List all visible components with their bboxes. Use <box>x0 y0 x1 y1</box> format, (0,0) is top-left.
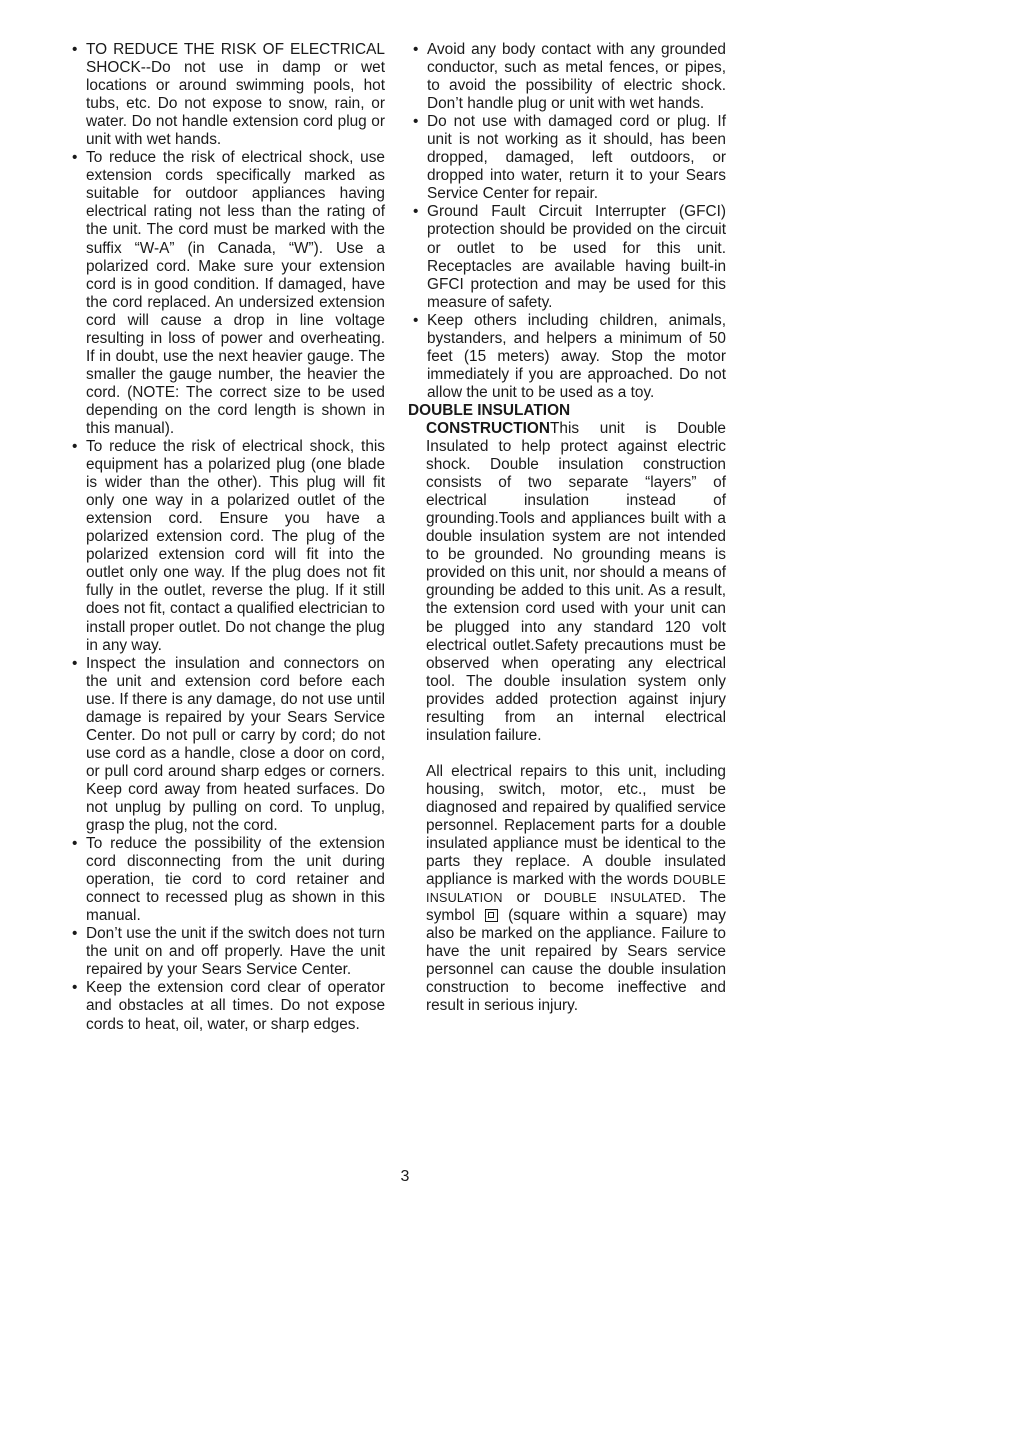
section-heading-double-insulation: DOUBLE INSULATION <box>408 401 571 419</box>
term-double-insulated: DOUBLE INSULATED <box>543 891 682 906</box>
left-column <box>67 41 385 1034</box>
bullet-polarized-plug: • To reduce the risk of electrical shock, this equipment has a polarized plug (one blade is wider than the other). This plug will fit only one way in a polarized outlet of the extension cord. Ensure you have a polarized extension cord. The plug of the polarized extension cord will fit into the outlet only one way. If the plug does not fit fully in the outlet, reverse the plug. If it still does not fit, contact a qualified electrician to install proper outlet. Do not change the plug in any way. <box>67 438 385 655</box>
section-runin-construction: CONSTRUCTION <box>426 419 550 437</box>
repairs-text-or: or <box>516 889 531 907</box>
page-number: 3 <box>400 1168 410 1185</box>
bullet-gfci: • Ground Fault Circuit Interrupter (GFCI) protection should be provided on the circuit or outlet to be used for this unit. Receptacles are available having built-in GFCI protection and may be used for this measure of safety. <box>408 203 726 311</box>
bullet-electrical-shock-wet: • TO REDUCE THE RISK OF ELECTRICAL SHOCK--Do not use in damp or wet locations or around swimming pools, hot tubs, etc. Do not expose to snow, rain, or water. Do not handle extension cord plug or unit with wet hands. <box>67 41 385 149</box>
bullet-extension-cord-rating: • To reduce the risk of electrical shock, use extension cords specifically marked as suitable for outdoor appliances having electrical rating not less than the rating of the unit. The cord must be marked with the suffix “W-A” (in Canada, “W”). Use a polarized cord. Make sure your extension cord is in good condition. If damaged, have the cord replaced. An undersized extension cord will cause a drop in line voltage resulting in loss of power and overheating. If in doubt, use the next heavier gauge. The smaller the gauge number, the heavier the cord. (NOTE: The correct size to be used depending on the cord length is shown in this manual). <box>67 149 385 438</box>
bullet-inspect-insulation: • Inspect the insulation and connectors on the unit and extension cord before each use. If there is any damage, do not use until damage is repaired by your Sears Service Center. Do not pull or carry by cord; do not use cord as a handle, close a door on cord, or pull cord around sharp edges or corners. Keep cord away from heated surfaces. Do not unplug by pulling on cord. To unplug, grasp the plug, not the cord. <box>67 655 385 835</box>
double-insulation-text: This unit is Double Insulated to help protect against electric shock. Double insulation construction consists of two separate “layers” of electrical insulation instead of grounding.Tools and appliances built with a double insulation system are not intended to be grounded. No grounding means is provided on this unit, nor should a means of grounding be added to this unit. As a result, the extension cord used with your unit can be plugged into any standard 120 volt electrical outlet.Safety precautions must be observed when operating any electrical tool. The double insulation system only provides added protection against injury resulting from an internal electrical insulation failure. <box>426 419 726 744</box>
double-insulation-symbol-icon <box>485 909 498 922</box>
right-column <box>408 41 726 1015</box>
bullet-damaged-cord: • Do not use with damaged cord or plug. If unit is not working as it should, has been dropped, damaged, left outdoors, or dropped into water, return it to your Sears Service Center for repair. <box>408 113 726 203</box>
double-insulation-paragraph <box>408 420 726 745</box>
bullet-switch-failure: • Don’t use the unit if the switch does not turn the unit on and off properly. Have the unit repaired by your Sears Service Center. <box>67 925 385 979</box>
repairs-text-a: All electrical repairs to this unit, including housing, switch, motor, etc., must be diagnosed and repaired by qualified service personnel. Replacement parts for a double insulated appliance must be identical to the parts they replace. A double insulated appliance is marked with the words <box>426 762 726 889</box>
term-double-insulation: DOUBLE INSULATION <box>426 873 726 906</box>
left-bullet-list <box>67 41 385 1034</box>
bullet-cord-clear: • Keep the extension cord clear of operator and obstacles at all times. Do not expose cords to heat, oil, water, or sharp edges. <box>67 979 385 1033</box>
bullet-avoid-grounded-contact: • Avoid any body contact with any grounded conductor, such as metal fences, or pipes, to avoid the possibility of electric shock. Don’t handle plug or unit with wet hands. <box>408 41 726 113</box>
repairs-text-b: . The symbol <box>426 889 727 925</box>
bullet-cord-retainer: • To reduce the possibility of the extension cord disconnecting from the unit during operation, tie cord to cord retainer and connect to recessed plug as shown in this manual. <box>67 835 385 925</box>
repairs-text-c: (square within a square) may also be marked on the appliance. Failure to have the unit repaired by Sears service personnel can cause the double insulation construction to become ineffective and result in serious injury. <box>426 907 726 1015</box>
bullet-keep-others-away: • Keep others including children, animals, bystanders, and helpers a minimum of 50 feet (15 meters) away. Stop the motor immediately if you are approached. Do not allow the unit to be used as a toy. <box>408 312 726 402</box>
electrical-repairs-paragraph <box>408 763 726 1016</box>
right-bullet-list <box>408 41 726 402</box>
